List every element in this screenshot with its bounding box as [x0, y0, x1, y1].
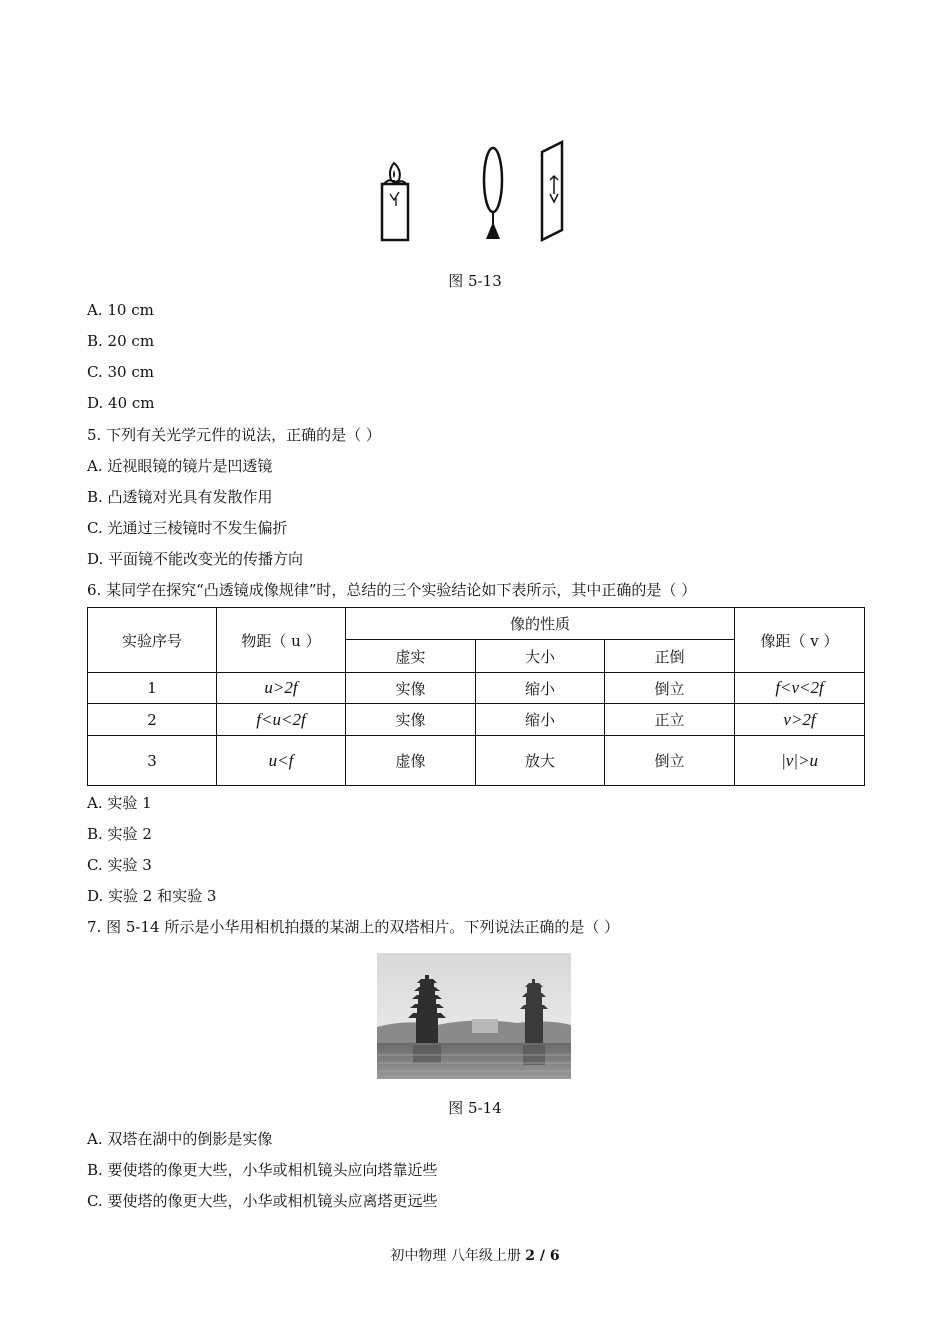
header-real-virtual: 虚实 [346, 640, 476, 673]
q7-stem: 7. 图 5-14 所示是小华用相机拍摄的某湖上的双塔相片。下列说法正确的是（ ） [87, 918, 620, 936]
cell-index: 3 [88, 736, 217, 786]
cell-object-distance: u>2f [217, 673, 346, 704]
cell-real-virtual: 实像 [346, 704, 476, 736]
table-row [88, 736, 865, 786]
cell-orientation: 倒立 [605, 673, 735, 704]
footer-text: 初中物理 八年级上册 [390, 1248, 526, 1264]
q7-option-b: B. 要使塔的像更大些，小华或相机镜头应向塔靠近些 [87, 1161, 438, 1179]
candle-icon [382, 163, 408, 240]
figure-5-14 [377, 953, 571, 1079]
cell-index: 2 [88, 704, 217, 736]
q5-stem: 5. 下列有关光学元件的说法，正确的是（ ） [87, 426, 381, 444]
cell-image-distance: |v|>u [735, 736, 865, 786]
twin-pagoda-photo-icon [377, 953, 571, 1079]
q4-option-a: A. 10 cm [87, 301, 154, 319]
cell-orientation: 正立 [605, 704, 735, 736]
q6-option-b: B. 实验 2 [87, 825, 152, 843]
figure-5-14-caption: 图 5-14 [448, 1099, 502, 1117]
q7-option-a: A. 双塔在湖中的倒影是实像 [87, 1130, 273, 1148]
cell-orientation: 倒立 [605, 736, 735, 786]
cell-image-distance: f<v<2f [735, 673, 865, 704]
q7-option-c: C. 要使塔的像更大些，小华或相机镜头应离塔更远些 [87, 1192, 438, 1210]
cell-real-virtual: 虚像 [346, 736, 476, 786]
cell-object-distance: f<u<2f [217, 704, 346, 736]
cell-size: 缩小 [476, 673, 605, 704]
q6-option-a: A. 实验 1 [87, 794, 152, 812]
header-image-properties: 像的性质 [346, 608, 735, 640]
cell-image-distance: v>2f [735, 704, 865, 736]
lens-experiment-table [87, 607, 865, 786]
screen-icon [542, 142, 562, 240]
q5-option-c: C. 光通过三棱镜时不发生偏折 [87, 519, 288, 537]
table-row [88, 704, 865, 736]
cell-size: 缩小 [476, 704, 605, 736]
figure-5-13-caption: 图 5-13 [448, 272, 502, 290]
cell-object-distance: u<f [217, 736, 346, 786]
header-orientation: 正倒 [605, 640, 735, 673]
cell-index: 1 [88, 673, 217, 704]
q5-option-a: A. 近视眼镜的镜片是凹透镜 [87, 457, 273, 475]
q5-option-d: D. 平面镜不能改变光的传播方向 [87, 550, 304, 568]
figure-5-13 [350, 118, 600, 258]
page-footer [0, 1245, 950, 1265]
q4-option-b: B. 20 cm [87, 332, 155, 350]
q6-option-c: C. 实验 3 [87, 856, 152, 874]
q4-option-c: C. 30 cm [87, 363, 154, 381]
q5-option-b: B. 凸透镜对光具有发散作用 [87, 488, 273, 506]
q6-stem: 6. 某同学在探究“凸透镜成像规律”时，总结的三个实验结论如下表所示，其中正确的是（ ） [87, 581, 697, 599]
q6-option-d: D. 实验 2 和实验 3 [87, 887, 217, 905]
table-row [88, 673, 865, 704]
page-number: 2 / 6 [525, 1248, 560, 1264]
cell-size: 放大 [476, 736, 605, 786]
header-object-distance: 物距（ u ） [217, 608, 346, 673]
header-image-distance: 像距（ v ） [735, 608, 865, 673]
optics-bench-illustration [350, 118, 600, 258]
cell-real-virtual: 实像 [346, 673, 476, 704]
q4-option-d: D. 40 cm [87, 394, 155, 412]
convex-lens-icon [484, 148, 502, 239]
header-size: 大小 [476, 640, 605, 673]
header-experiment-index: 实验序号 [88, 608, 217, 673]
